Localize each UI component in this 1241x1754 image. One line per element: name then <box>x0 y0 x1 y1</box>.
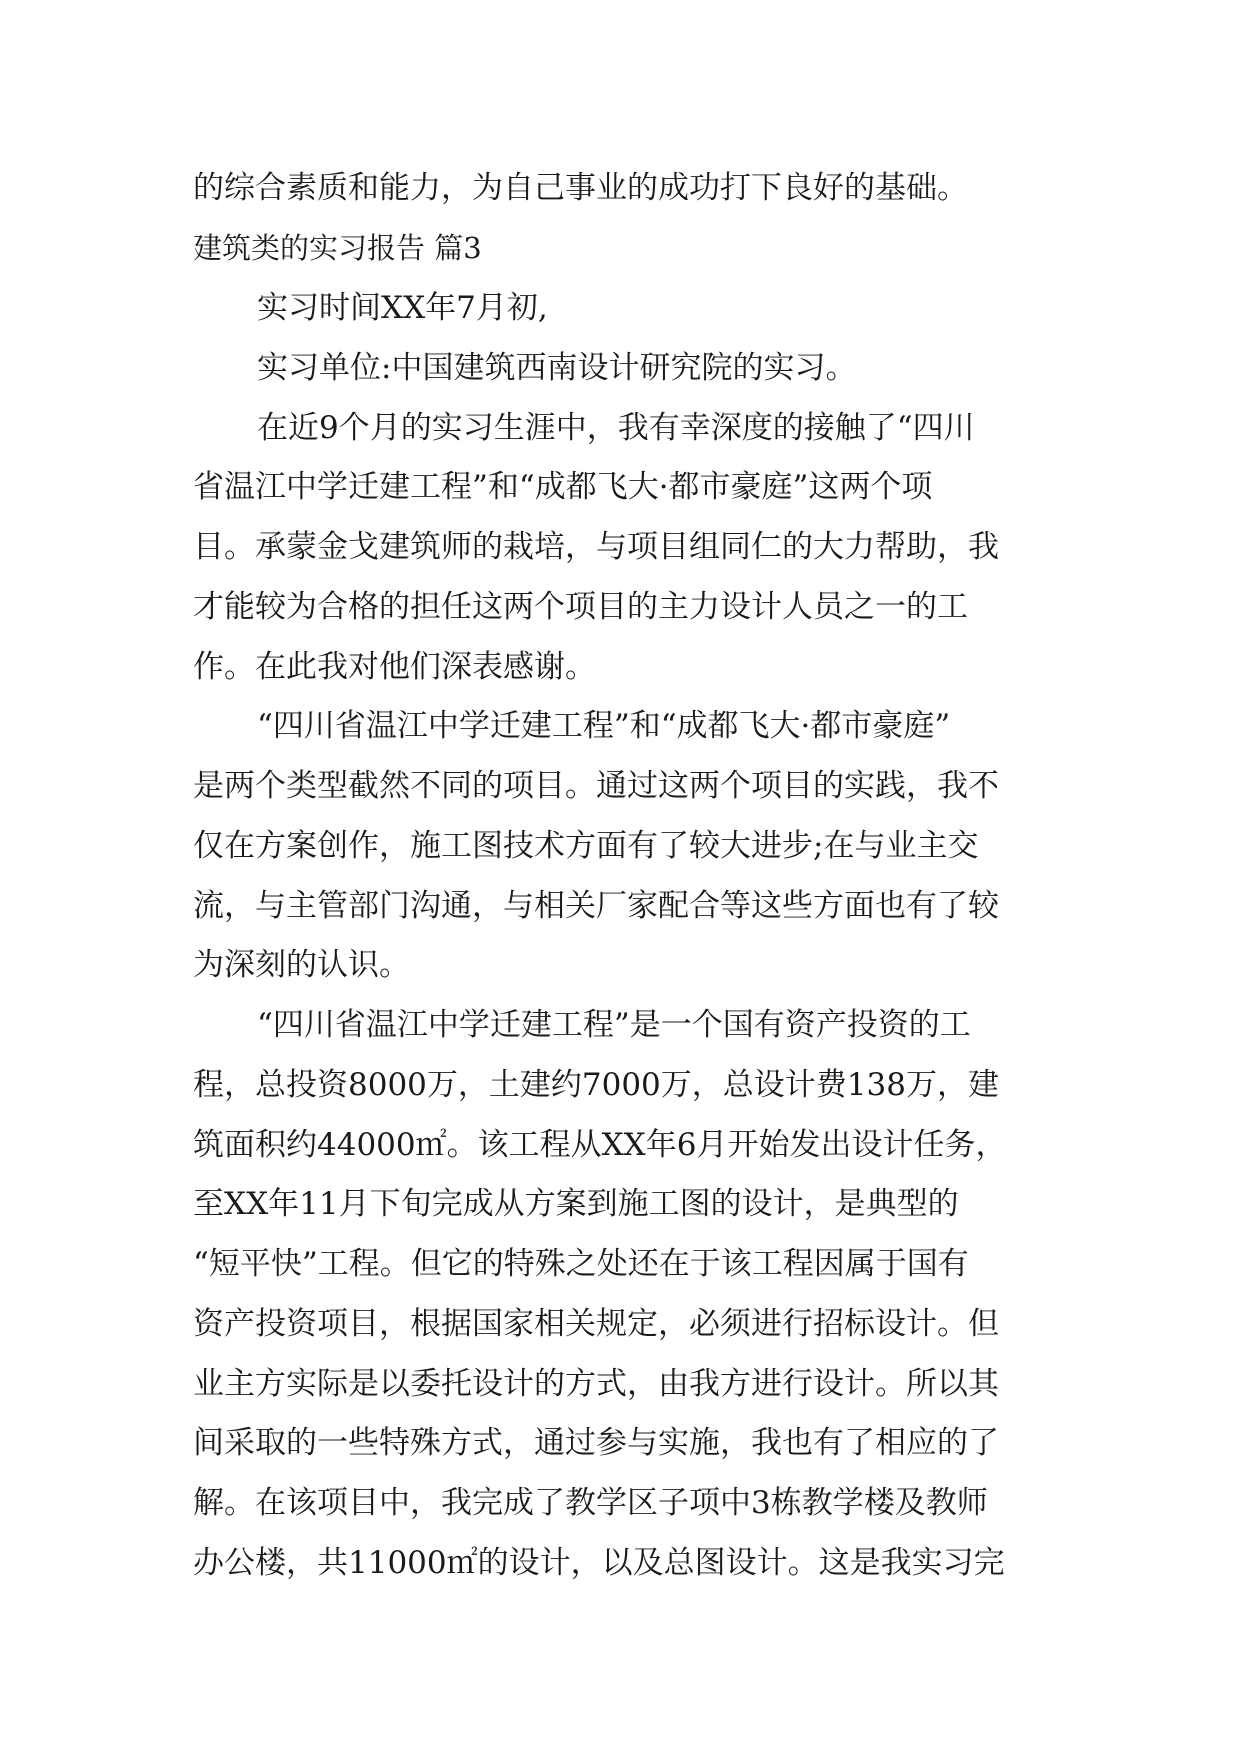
text-line: 作。在此我对他们深表感谢。 <box>193 649 596 685</box>
text-line: 至XX年11月下旬完成从方案到施工图的设计，是典型的 <box>193 1186 959 1222</box>
text-line: 的综合素质和能力，为自己事业的成功打下良好的基础。 <box>193 170 968 206</box>
text-line: 流，与主管部门沟通，与相关厂家配合等这些方面也有了较 <box>193 888 999 924</box>
text-line: 为深刻的认识。 <box>193 947 410 983</box>
text-line: 在近9个月的实习生涯中，我有幸深度的接触了“四川 <box>257 410 975 446</box>
text-line: “四川省温江中学迁建工程”是一个国有资产投资的工 <box>257 1007 971 1043</box>
text-line: 程，总投资8000万，土建约7000万，总设计费138万，建 <box>193 1067 999 1103</box>
section-heading: 建筑类的实习报告 篇3 <box>193 231 482 265</box>
text-line: 业主方实际是以委托设计的方式，由我方进行设计。所以其 <box>193 1366 999 1402</box>
text-line: 筑面积约44000㎡。该工程从XX年6月开始发出设计任务， <box>193 1127 1007 1163</box>
text-line: 实习单位:中国建筑西南设计研究院的实习。 <box>257 350 857 386</box>
text-line: 目。承蒙金戈建筑师的栽培，与项目组同仁的大力帮助，我 <box>193 529 999 565</box>
text-line: 是两个类型截然不同的项目。通过这两个项目的实践，我不 <box>193 768 999 804</box>
text-line: 省温江中学迁建工程”和“成都飞大·都市豪庭”这两个项 <box>193 469 933 505</box>
text-line: 资产投资项目，根据国家相关规定，必须进行招标设计。但 <box>193 1306 999 1342</box>
text-line: “短平快”工程。但它的特殊之处还在于该工程因属于国有 <box>193 1246 969 1282</box>
text-line: 仅在方案创作，施工图技术方面有了较大进步;在与业主交 <box>193 828 979 864</box>
text-line: 实习时间XX年7月初, <box>257 290 548 326</box>
text-line: 才能较为合格的担任这两个项目的主力设计人员之一的工 <box>193 589 968 625</box>
text-line: 解。在该项目中，我完成了教学区子项中3栋教学楼及教师 <box>193 1485 988 1521</box>
text-line: 间采取的一些特殊方式，通过参与实施，我也有了相应的了 <box>193 1425 999 1461</box>
text-line: 办公楼，共11000㎡的设计，以及总图设计。这是我实习完 <box>193 1545 1005 1581</box>
text-line: “四川省温江中学迁建工程”和“成都飞大·都市豪庭” <box>257 708 951 744</box>
